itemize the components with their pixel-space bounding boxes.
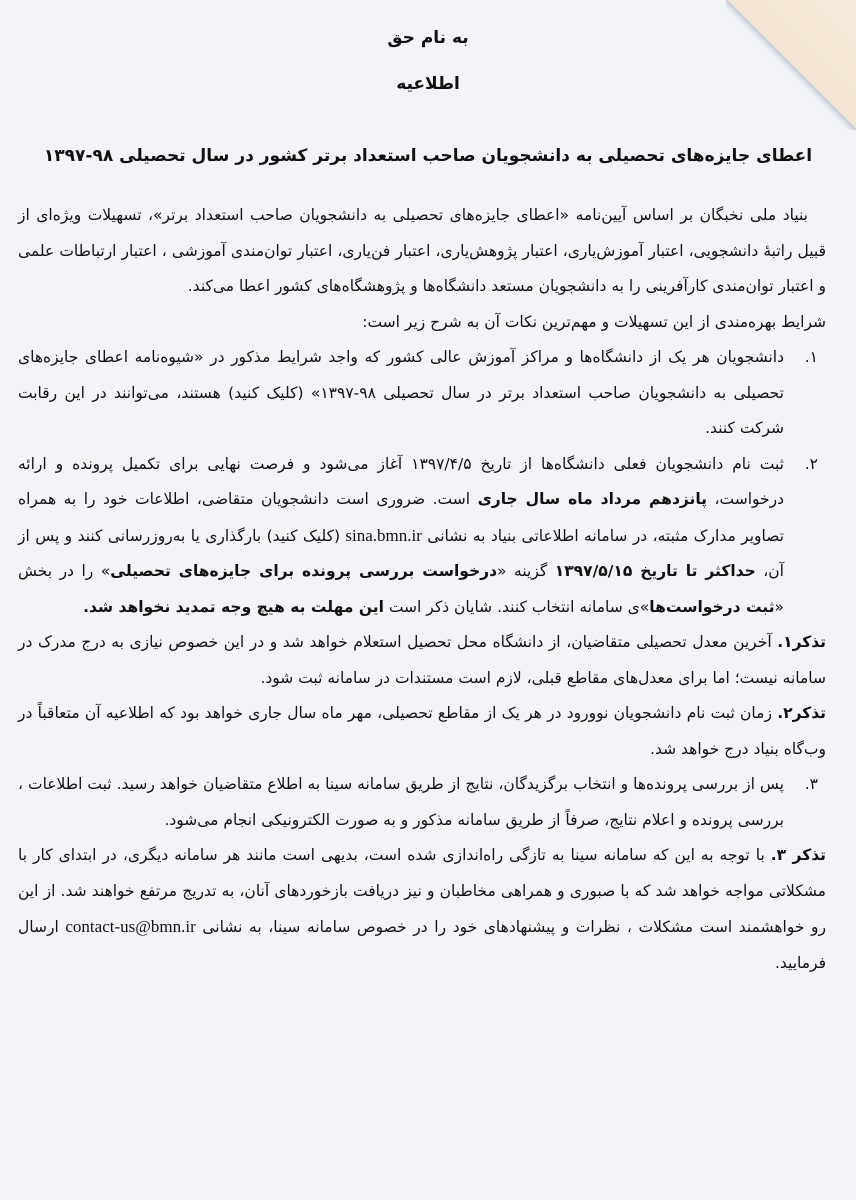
document-body: [18, 198, 826, 981]
list-number: ۳.: [804, 775, 818, 793]
date-emphasis: حداکثر تا تاریخ ۱۳۹۷/۵/۱۵: [554, 562, 756, 580]
basmala-heading: به نام حق: [387, 28, 469, 48]
list-item-text: دانشجویان هر یک از دانشگاه‌ها و مراکز آموزش عالی کشور که واجد شرایط مذکور در «شیوه‌نامه اعطای جایزه‌های تحصیلی به دانشجویان صاحب استعداد برتر در سال تحصیلی ۹۸-۱۳۹۷» (کلیک کنید) هستند، می‌توانند در این رقابت شرکت کنند.: [18, 348, 784, 437]
list-item-2: [18, 447, 826, 626]
text-segment: » را در بخش «: [18, 562, 784, 616]
note-1: [18, 625, 826, 696]
text-segment: است. ضروری است دانشجویان متقاضی، اطلاعات خود را به همراه تصاویر مدارک مثبته، در سامانه اطلاعاتی بنیاد به نشانی: [18, 490, 784, 545]
list-item-3: [18, 767, 826, 838]
text-segment: »ی سامانه انتخاب کنند. شایان ذکر است: [383, 597, 650, 616]
note-label: تذکر۱.: [777, 633, 826, 651]
text-segment: ثبت نام دانشجویان فعلی دانشگاه‌ها از تاریخ ۱۳۹۷/۴/۵ آغاز می‌شود و فرصت نهایی برای تکمیل پرونده و ارائه درخواست،: [18, 454, 784, 508]
list-number: ۲.: [804, 454, 818, 473]
contact-email-link[interactable]: contact-us@bmn.ir: [65, 917, 196, 936]
no-extension-emphasis: این مهلت به هیچ وجه تمدید نخواهد شد.: [83, 597, 384, 616]
list-number: ۱.: [804, 348, 818, 366]
list-item-text: [18, 447, 784, 626]
deadline-emphasis: پانزدهم مرداد ماه سال جاری: [477, 490, 708, 508]
note-2: [18, 696, 826, 767]
note-text: زمان ثبت نام دانشجویان نوورود در هر یک از مقاطع تحصیلی، مهر ماه سال جاری خواهد بود که اطلاعیه آن متعاقباً در وب‌گاه بنیاد درج خواهد شد.: [18, 704, 826, 758]
list-item-text: پس از بررسی پرونده‌ها و انتخاب برگزیدگان، نتایج از طریق سامانه سینا به اطلاع متقاضیان خواهد رسید. ثبت اطلاعات ، بررسی پرونده و اعلام نتایج، صرفاً از طریق سامانه مذکور و به صورت الکترونیکی انجام می‌شود.: [18, 775, 784, 829]
note-text: با توجه به این که سامانه سینا به تازگی راه‌اندازی شده است، بدیهی است مانند هر سامانه دیگری، در ابتدای کار با مشکلاتی مواجه خواهد شد که با صبوری و همراهی مخاطبان و نیز دریافت بازخوردهای آنان، به تدریج مرتفع خواهند شد. از این رو خواهشمند است مشکلات ، نظرات و پیشنهادهای خود را در خصوص سامانه سینا، به نشانی: [18, 846, 826, 936]
option-emphasis: درخواست بررسی پرونده برای جایزه‌های تحصیلی: [110, 562, 498, 580]
text-segment: گزینه «: [497, 562, 555, 580]
intro-paragraph: بنیاد ملی نخبگان بر اساس آیین‌نامه «اعطای جایزه‌های تحصیلی به دانشجویان صاحب استعداد برتر»، تسهیلات ویژه‌ای از قبیل راتبهٔ دانشجویی، اعتبار آموزش‌یاری، اعتبار پژوهش‌یاری، اعتبار فن‌یاری، اعتبار توان‌مندی آموزشی ، اعتبار ارتباطات علمی و اعتبار توان‌مندی کارآفرینی را به دانشجویان مستعد دانشگاه‌ها و پژوهشگاه‌های کشور اعطا می‌کند.: [18, 206, 826, 295]
note-label: تذکر ۳.: [770, 846, 826, 864]
note-label: تذکر۲.: [777, 704, 826, 722]
note-text: ارسال فرمایید.: [18, 918, 826, 972]
conditions-heading: شرایط بهره‌مندی از این تسهیلات و مهم‌ترین نکات آن به شرح زیر است:: [362, 312, 826, 331]
text-segment: (کلیک کنید) بارگذاری یا به‌روزرسانی کنند و پس از آن،: [18, 526, 784, 580]
notice-heading: اطلاعیه: [396, 74, 460, 94]
document-title: اعطای جایزه‌های تحصیلی به دانشجویان صاحب استعداد برتر کشور در سال تحصیلی ۹۸-۱۳۹۷: [43, 146, 813, 166]
note-text: آخرین معدل تحصیلی متقاضیان، از دانشگاه محل تحصیل استعلام خواهد شد و در این خصوص نیازی به درج مدرک در سامانه نیست؛ اما برای معدل‌های مقاطع قبلی، لازم است مستندات در سامانه ثبت شود.: [18, 633, 826, 687]
sina-link[interactable]: sina.bmn.ir: [345, 525, 422, 545]
list-item-1: [18, 340, 826, 447]
note-3: [18, 838, 826, 981]
section-emphasis: ثبت درخواست‌ها: [649, 597, 775, 616]
